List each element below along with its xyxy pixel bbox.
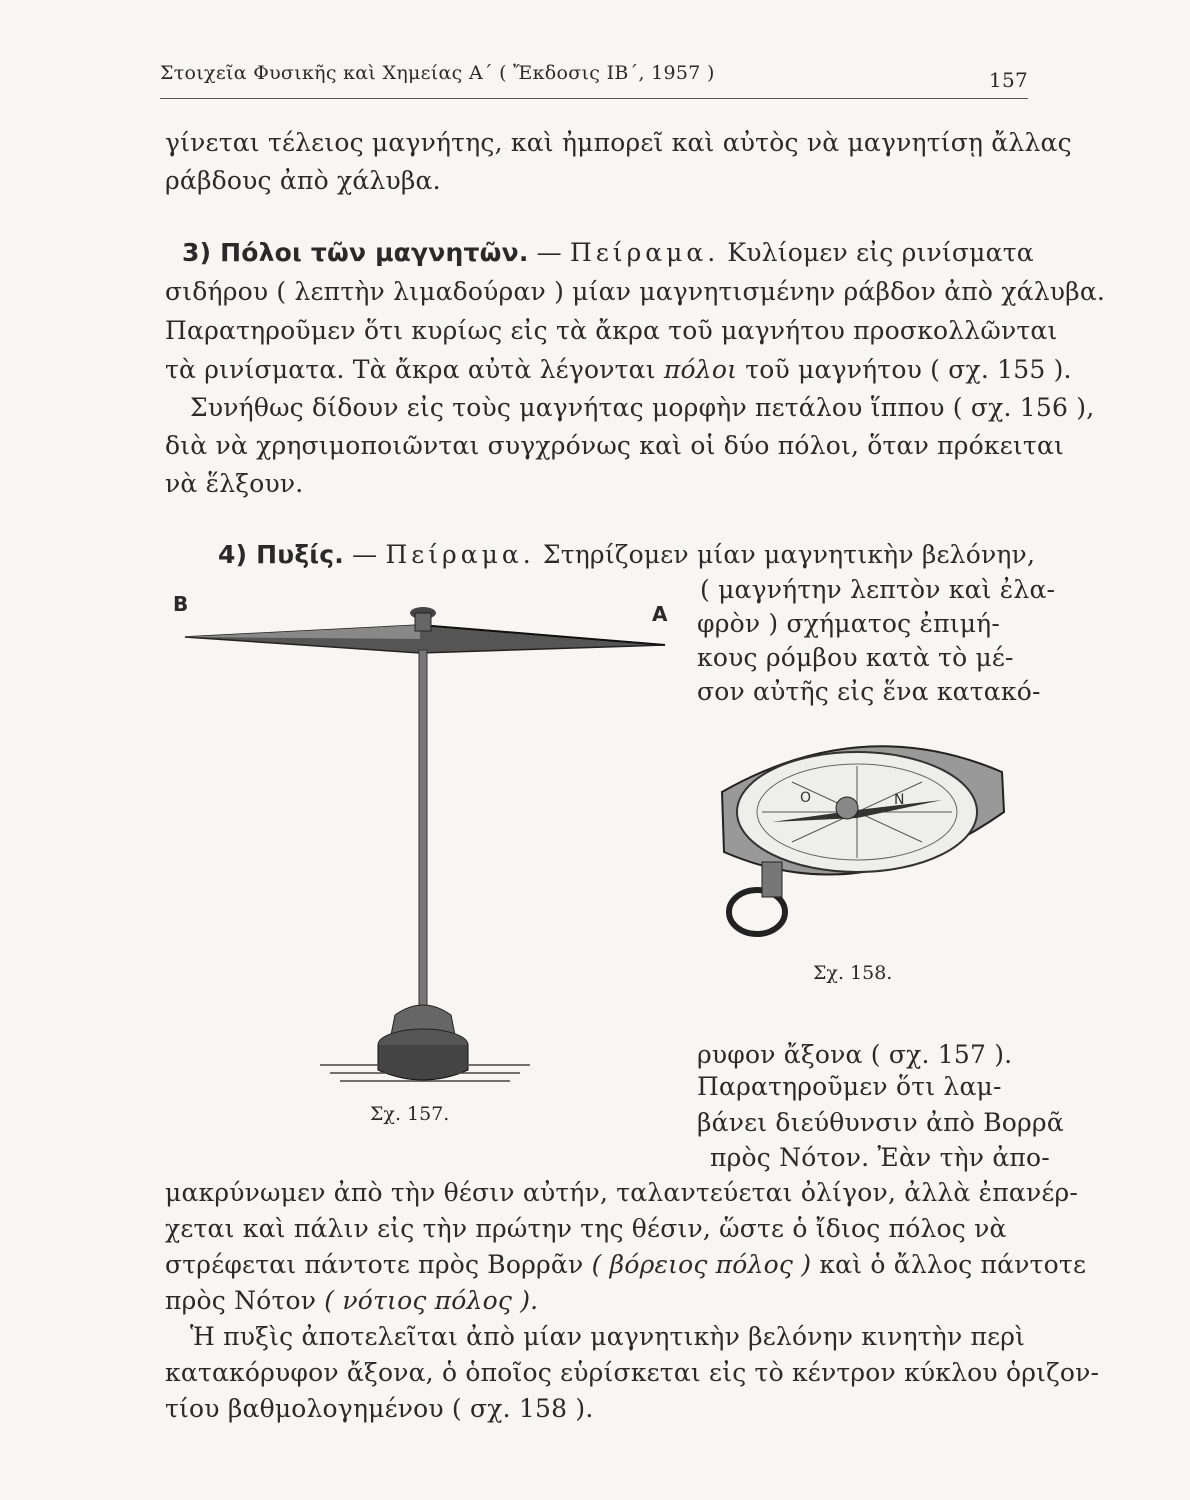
section4-col5: ρυφον ἄξονα ( σχ. 157 ). xyxy=(697,1040,1013,1069)
section4-line-c1: στρέφεται πάντοτε πρὸς Βορρᾶν xyxy=(165,1250,592,1279)
paragraph1-line2: ράβδους ἀπὸ χάλυβα. xyxy=(165,166,441,195)
section4-line-f: κατακόρυφον ἄξονα, ὁ ὁποῖος εὑρίσκεται εἰς τὸ κέντρον κύκλου ὁριζον- xyxy=(165,1358,1100,1387)
text-line xyxy=(165,1286,538,1315)
needle-north-half xyxy=(185,625,420,639)
text-line xyxy=(190,1322,1025,1351)
text-line xyxy=(697,677,1041,706)
compass-stem xyxy=(762,862,782,897)
section3-line1-rest: Κυλίομεν εἰς ρινίσματα xyxy=(719,238,1034,267)
peirama-label: Πείραμα. xyxy=(570,238,720,267)
fig157-label-b: B xyxy=(173,592,189,616)
text-line xyxy=(165,469,303,498)
section4-heading-line xyxy=(218,540,1035,569)
section3-line4-italic: πόλοι xyxy=(663,355,738,384)
section4-line1-rest: Στηρίζομεν μίαν μαγνητικὴν βελόνην, xyxy=(534,540,1036,569)
section3-line7: νὰ ἕλξουν. xyxy=(165,469,304,498)
text-line xyxy=(165,431,1064,460)
fig158-caption: Σχ. 158. xyxy=(813,962,893,984)
section3-line2: σιδήρου ( λεπτὴν λιμαδούραν ) μίαν μαγνητισμένην ράβδον ἀπὸ χάλυβα. xyxy=(165,277,1106,306)
section3-heading-line xyxy=(182,238,1034,267)
section3-line5: Συνήθως δίδουν εἰς τοὺς μαγνήτας μορφὴν πετάλου ἵππου ( σχ. 156 ), xyxy=(190,393,1095,422)
text-line xyxy=(165,1178,1078,1207)
text-line xyxy=(165,1214,1007,1243)
text-line xyxy=(165,1250,1086,1279)
page-number: 157 xyxy=(988,68,1028,92)
text-line xyxy=(697,609,1000,638)
section4-col6: Παρατηροῦμεν ὅτι λαμ- xyxy=(697,1072,1002,1101)
vertical-axis xyxy=(419,650,427,1015)
needle-pivot xyxy=(836,797,858,819)
dial-letter-n: N xyxy=(894,792,905,808)
text-line xyxy=(697,1108,1064,1137)
text-line xyxy=(165,277,1105,306)
text-line xyxy=(697,643,1014,672)
section4-col2: φρὸν ) σχήματος ἐπιμή- xyxy=(697,609,1000,638)
text-line xyxy=(710,1143,1050,1172)
fig158-compass xyxy=(712,722,1017,950)
dash: — xyxy=(528,238,571,267)
header-rule xyxy=(160,98,1028,99)
section4-col1: ( μαγνήτην λεπτὸν καὶ ἐλα- xyxy=(700,575,1056,604)
text-line xyxy=(165,1394,594,1423)
paragraph1-line1: γίνεται τέλειος μαγνήτης, καὶ ἠμπορεῖ καὶ αὐτὸς νὰ μαγνητίσῃ ἄλλας xyxy=(165,128,1072,157)
section3-line3: Παρατηροῦμεν ὅτι κυρίως εἰς τὰ ἄκρα τοῦ μαγνήτου προσκολλῶνται xyxy=(165,316,1058,345)
section4-line-d1: πρὸς Νότον xyxy=(165,1286,325,1315)
text-line xyxy=(165,316,1057,345)
section3-line4a: τὰ ρινίσματα. Τὰ ἄκρα αὐτὰ λέγονται xyxy=(165,355,664,384)
section4-line-c2: καὶ ὁ ἄλλος πάντοτε xyxy=(811,1250,1087,1279)
section4-col7: βάνει διεύθυνσιν ἀπὸ Βορρᾶ xyxy=(697,1108,1064,1137)
text-line xyxy=(165,1358,1099,1387)
text-line xyxy=(697,1072,1002,1101)
section4-col8: πρὸς Νότον. Ἐὰν τὴν ἀπο- xyxy=(710,1143,1050,1172)
text-line xyxy=(165,355,1072,384)
header-title: Στοιχεῖα Φυσικῆς καὶ Χημείας Α΄ ( Ἔκδοσις ΙΒ΄, 1957 ) xyxy=(160,62,715,84)
section4-line-e: Ἡ πυξὶς ἀποτελεῖται ἀπὸ μίαν μαγνητικὴν βελόνην κινητὴν περὶ xyxy=(190,1322,1026,1351)
text-line xyxy=(700,575,1055,604)
text-line xyxy=(190,393,1094,422)
fig157-label-a: A xyxy=(652,602,668,626)
section4-line-b: χεται καὶ πάλιν εἰς τὴν πρώτην της θέσιν, ὥστε ὁ ἴδιος πόλος νὰ xyxy=(165,1214,1007,1243)
stand-base xyxy=(378,1045,468,1080)
section4-line-a: μακρύνωμεν ἀπὸ τὴν θέσιν αὐτήν, ταλαντεύεται ὀλίγον, ἀλλὰ ἐπανέρ- xyxy=(165,1178,1079,1207)
fig157-needle-stand xyxy=(180,595,690,1095)
section4-col4: σον αὐτῆς εἰς ἕνα κατακό- xyxy=(697,677,1041,706)
text-line xyxy=(697,1040,1012,1069)
text-line xyxy=(165,166,441,195)
section3-line6: διὰ νὰ χρησιμοποιῶνται συγχρόνως καὶ οἱ δύο πόλοι, ὅταν πρόκειται xyxy=(165,431,1065,460)
section3-heading: 3) Πόλοι τῶν μαγνητῶν. xyxy=(182,238,529,267)
section4-line-d-italic: ( νότιος πόλος ). xyxy=(324,1286,539,1315)
section4-line-g: τίου βαθμολογημένου ( σχ. 158 ). xyxy=(165,1394,594,1423)
text-line xyxy=(165,128,1072,157)
dash: — xyxy=(343,540,386,569)
section3-line4b: τοῦ μαγνήτου ( σχ. 155 ). xyxy=(737,355,1072,384)
pivot-cup xyxy=(415,613,431,631)
fig157-caption: Σχ. 157. xyxy=(370,1103,450,1125)
section4-line-c-italic: ( βόρειος πόλος ) xyxy=(591,1250,812,1279)
peirama-label: Πείραμα. xyxy=(385,540,535,569)
section4-col3: κους ρόμβου κατὰ τὸ μέ- xyxy=(697,643,1014,672)
section4-heading: 4) Πυξίς. xyxy=(218,540,344,569)
dial-letter-o: O xyxy=(800,790,812,806)
